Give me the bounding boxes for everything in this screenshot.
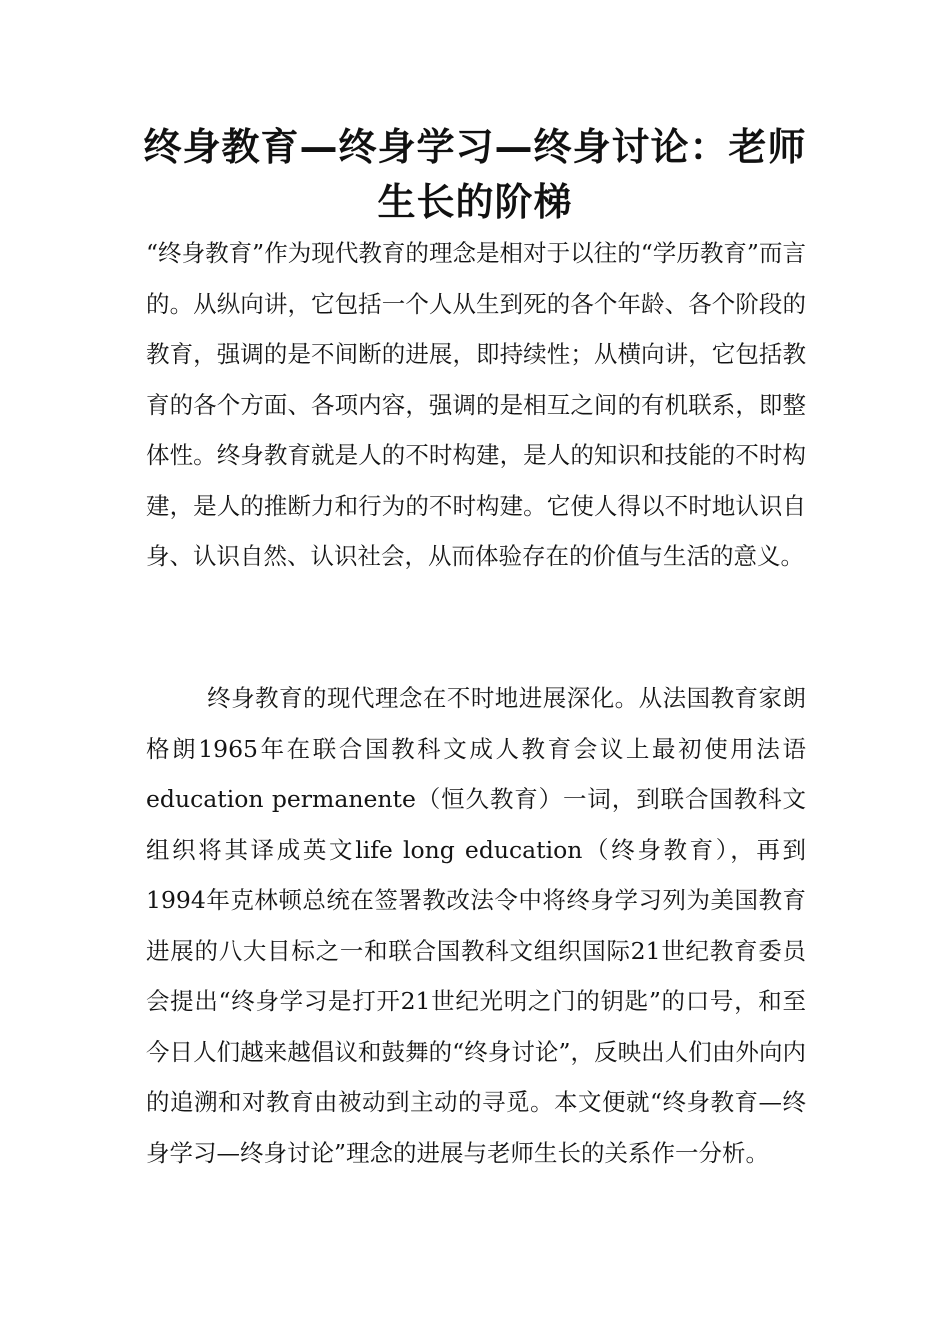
paragraph-1: “终身教育”作为现代教育的理念是相对于以往的“学历教育”而言的。从纵向讲，它包括一个人从生到死的各个年龄、各个阶段的教育，强调的是不间断的进展，即持续性；从横向讲，它包括教育的各个方面、各项内容，强调的是相互之间的有机联系，即整体性。终身教育就是人的不时构建，是人的知识和技能的不时构建，是人的推断力和行为的不时构建。它使人得以不时地认识自身、认识自然、认识社会，从而体验存在的价值与生活的意义。 xyxy=(146,239,806,570)
document-title xyxy=(120,120,830,230)
title-line-1: 终身教育—终身学习—终身讨论：老师 xyxy=(143,125,807,169)
title-line-2: 生长的阶梯 xyxy=(377,180,573,224)
paragraph-2: 终身教育的现代理念在不时地进展深化。从法国教育家朗格朗1965年在联合国教科文成人教育会议上最初使用法语education permanente（恒久教育）一词，到联合国教科文组织将其译成英文life long education（终身教育），再到1994年克林顿总统在签署教改法令中将终身学习列为美国教育进展的八大目标之一和联合国教科文组织国际21世纪教育委员会提出“终身学习是打开21世纪光明之门的钥匙”的口号，和至今日人们越来越倡议和鼓舞的“终身讨论”，反映出人们由外向内的追溯和对教育由被动到主动的寻觅。本文便就“终身教育—终身学习—终身讨论”理念的进展与老师生长的关系作一分析。 xyxy=(146,684,806,1167)
